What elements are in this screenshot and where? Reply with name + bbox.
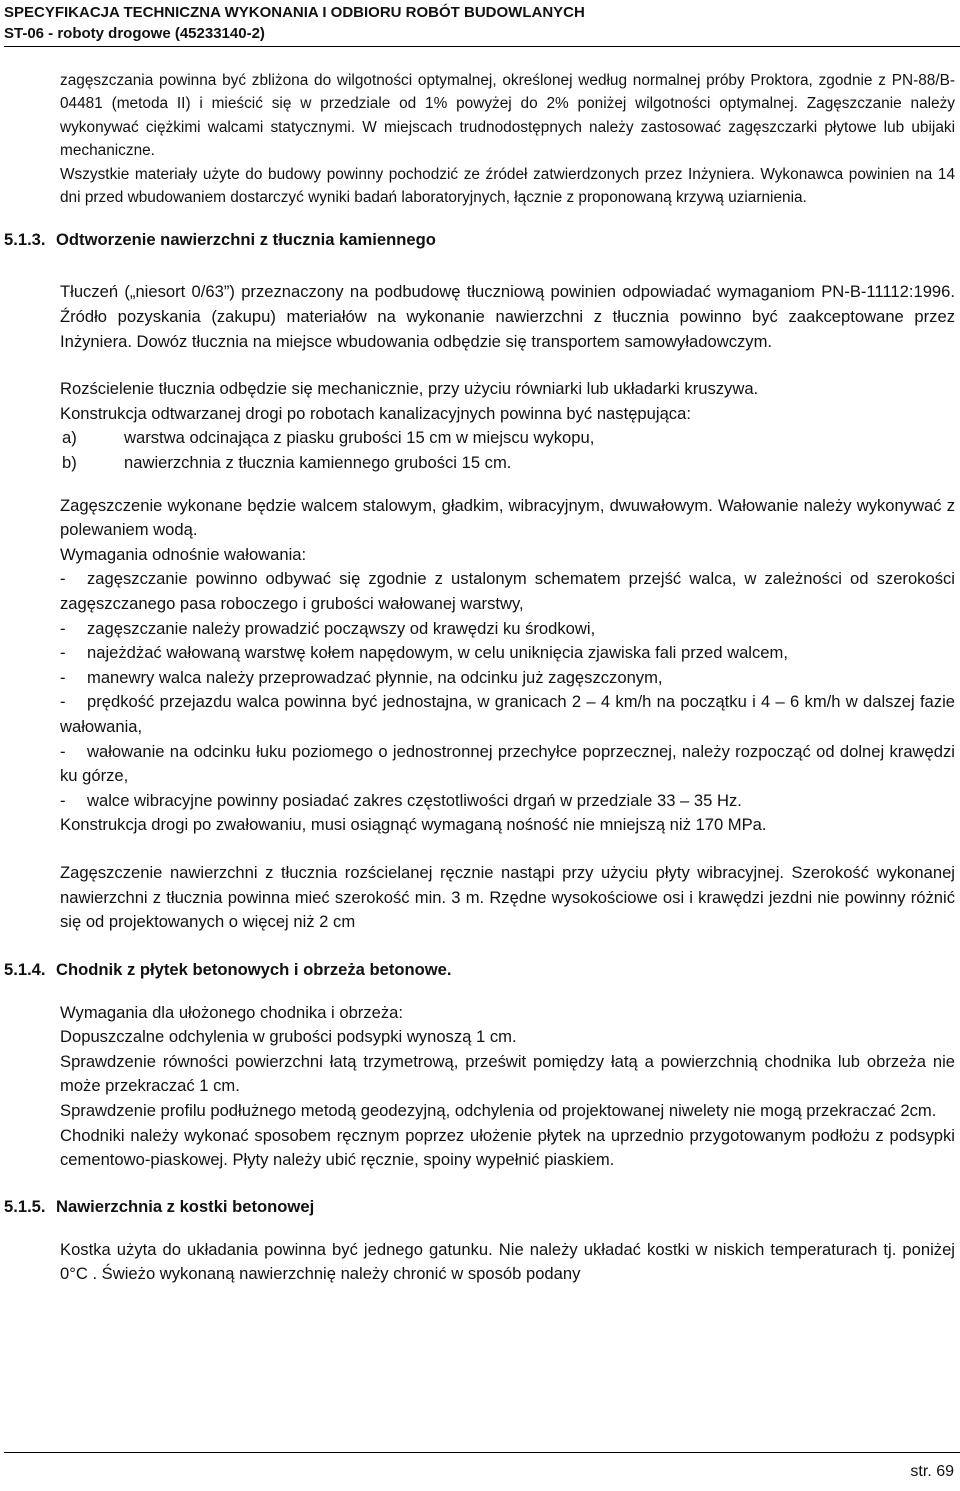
section-heading-5-1-5: [4, 1195, 955, 1219]
section-heading-5-1-4: [4, 958, 955, 982]
dash-list-item: [60, 666, 955, 691]
dash-item-text: wałowanie na odcinku łuku poziomego o jednostronnej przechyłce poprzecznej, należy rozpocząć od dolnej krawędzi ku górze,: [60, 741, 955, 786]
construction-layers-list: [60, 426, 955, 475]
list-item: [60, 451, 955, 476]
document-subtitle: ST-06 - roboty drogowe (45233140-2): [4, 25, 265, 42]
paragraph: Rozścielenie tłucznia odbędzie się mechanicznie, przy użyciu równiarki lub układarki kruszywa.: [60, 379, 759, 399]
paragraph: Konstrukcja odtwarzanej drogi po robotach kanalizacyjnych powinna być następująca:: [60, 403, 691, 423]
dash-item-text: zagęszczanie należy prowadzić począwszy od krawędzi ku środkowi,: [87, 618, 596, 638]
requirements-title: Wymagania odnośnie wałowania:: [60, 544, 307, 564]
section-number: 5.1.5.: [4, 1196, 46, 1216]
list-marker: a): [62, 428, 77, 448]
dash-list-item: [60, 690, 955, 739]
page-number: str. 69: [910, 1463, 954, 1480]
dash-list-item: [60, 740, 955, 789]
list-item-text: warstwa odcinająca z piasku grubości 15 cm w miejscu wykopu,: [124, 428, 595, 448]
list-item: [60, 426, 955, 451]
dash-list-item: [60, 641, 955, 666]
paragraph: Dopuszczalne odchylenia w grubości podsypki wynoszą 1 cm.: [60, 1027, 517, 1047]
dash-item-text: manewry walca należy przeprowadzać płynnie, na odcinku już zagęszczonym,: [87, 667, 663, 687]
dash-list-item: [60, 567, 955, 616]
header-divider: [4, 46, 960, 47]
section-number: 5.1.3.: [4, 230, 46, 250]
paragraph: Konstrukcja drogi po zwałowaniu, musi osiągnąć wymaganą nośność nie mniejszą niż 170 MPa.: [60, 815, 767, 835]
paragraph: Zagęszczenie nawierzchni z tłucznia rozścielanej ręcznie nastąpi przy użyciu płyty wibracyjnej. Szerokość wykonanej nawierzchni z tłucznia powinna mieć szerokość min. 3 m. Rzędne wysokościowe osi i krawędzi jezdni nie powinny różnić się od projektowanych o więcej niż 2 cm: [60, 862, 955, 932]
paragraph: Kostka użyta do układania powinna być jednego gatunku. Nie należy układać kostki w niskich temperaturach tj. poniżej 0°C . Świeżo wykonaną nawierzchnię należy chronić w sposób podany: [60, 1239, 955, 1284]
paragraph: Chodniki należy wykonać sposobem ręcznym poprzez ułożenie płytek na uprzednio przygotowanym podłożu z podsypki cementowo-piaskowej. Płyty należy ubić ręcznie, spoiny wypełnić piaskiem.: [60, 1125, 955, 1170]
paragraph: Zagęszczenie wykonane będzie walcem stalowym, gładkim, wibracyjnym, dwuwałowym. Wałowanie należy wykonywać z polewaniem wodą.: [60, 495, 955, 540]
intro-paragraph-2: Wszystkie materiały użyte do budowy powinny pochodzić ze źródeł zatwierdzonych przez Inżyniera. Wykonawca powinien na 14 dni przed wbudowaniem dostarczyć wyniki badań laboratoryjnych, łącznie z proponowaną krzywą uziarnienia.: [60, 165, 955, 207]
dash-list-item: [60, 617, 955, 642]
page-header: [4, 2, 960, 44]
paragraph: Sprawdzenie profilu podłużnego metodą geodezyjną, odchylenia od projektowanej niwelety nie mogą przekraczać 2cm.: [60, 1101, 937, 1121]
dash-item-text: prędkość przejazdu walca powinna być jednostajna, w granicach 2 – 4 km/h na początku i 4 – 6 km/h w dalszej fazie wałowania,: [60, 692, 955, 736]
section-heading-5-1-3: [4, 228, 955, 252]
dash-list-item: [60, 789, 955, 814]
list-item-text: nawierzchnia z tłucznia kamiennego grubości 15 cm.: [124, 453, 512, 472]
section-title: Nawierzchnia z kostki betonowej: [56, 1196, 315, 1216]
dash-marker: -: [60, 692, 66, 712]
paragraph: Wymagania dla ułożonego chodnika i obrzeża:: [60, 1002, 403, 1022]
paragraph: Tłuczeń („niesort 0/63”) przeznaczony na podbudowę tłuczniową powinien odpowiadać wymaganiom PN-B-11112:1996. Źródło pozyskania (zakupu) materiałów na wykonanie nawierzchni z tłucznia powinno być zaakceptowane przez Inżyniera. Dowóz tłucznia na miejsce wbudowania odbędzie się transportem samowyładowczym.: [60, 282, 955, 351]
section-title: Odtworzenie nawierzchni z tłucznia kamiennego: [56, 230, 436, 250]
section-title: Chodnik z płytek betonowych i obrzeża betonowe.: [56, 959, 452, 979]
list-marker: b): [62, 453, 77, 472]
section-number: 5.1.4.: [4, 959, 46, 979]
dash-marker: -: [60, 643, 66, 663]
dash-marker: -: [60, 618, 66, 638]
dash-marker: -: [60, 569, 66, 589]
dash-item-text: zagęszczanie powinno odbywać się zgodnie z ustalonym schematem przejść walca, w zależności od szerokości zagęszczanego pasa roboczego i grubości wałowanej warstwy,: [60, 569, 955, 613]
dash-marker: -: [60, 790, 66, 810]
dash-item-text: walce wibracyjne powinny posiadać zakres częstotliwości drgań w przedziale 33 – 35 Hz.: [87, 790, 742, 810]
dash-item-text: najeżdżać wałowaną warstwę kołem napędowym, w celu uniknięcia zjawiska fali przed walcem,: [87, 643, 788, 663]
paragraph: Sprawdzenie równości powierzchni łatą trzymetrową, prześwit pomiędzy łatą a powierzchnią chodnika lub obrzeża nie może przekraczać 1 cm.: [60, 1051, 955, 1096]
dash-marker: -: [60, 741, 66, 761]
dash-marker: -: [60, 667, 66, 687]
intro-paragraph-1: zagęszczania powinna być zbliżona do wilgotności optymalnej, określonej według normalnej próby Proktora, zgodnie z PN-88/B-04481 (metoda II) i mieścić się w przedziale od 1% powyżej do 2% poniżej wilgotności optymalnej. Zagęszczanie należy wykonywać ciężkimi walcami statycznymi. W miejscach trudnodostępnych należy zastosować zagęszczarki płytowe lub ubijaki mechaniczne.: [60, 72, 955, 160]
document-title: SPECYFIKACJA TECHNICZNA WYKONANIA I ODBIORU ROBÓT BUDOWLANYCH: [4, 4, 585, 21]
document-body: [4, 69, 955, 1287]
footer-divider: [4, 1452, 960, 1453]
